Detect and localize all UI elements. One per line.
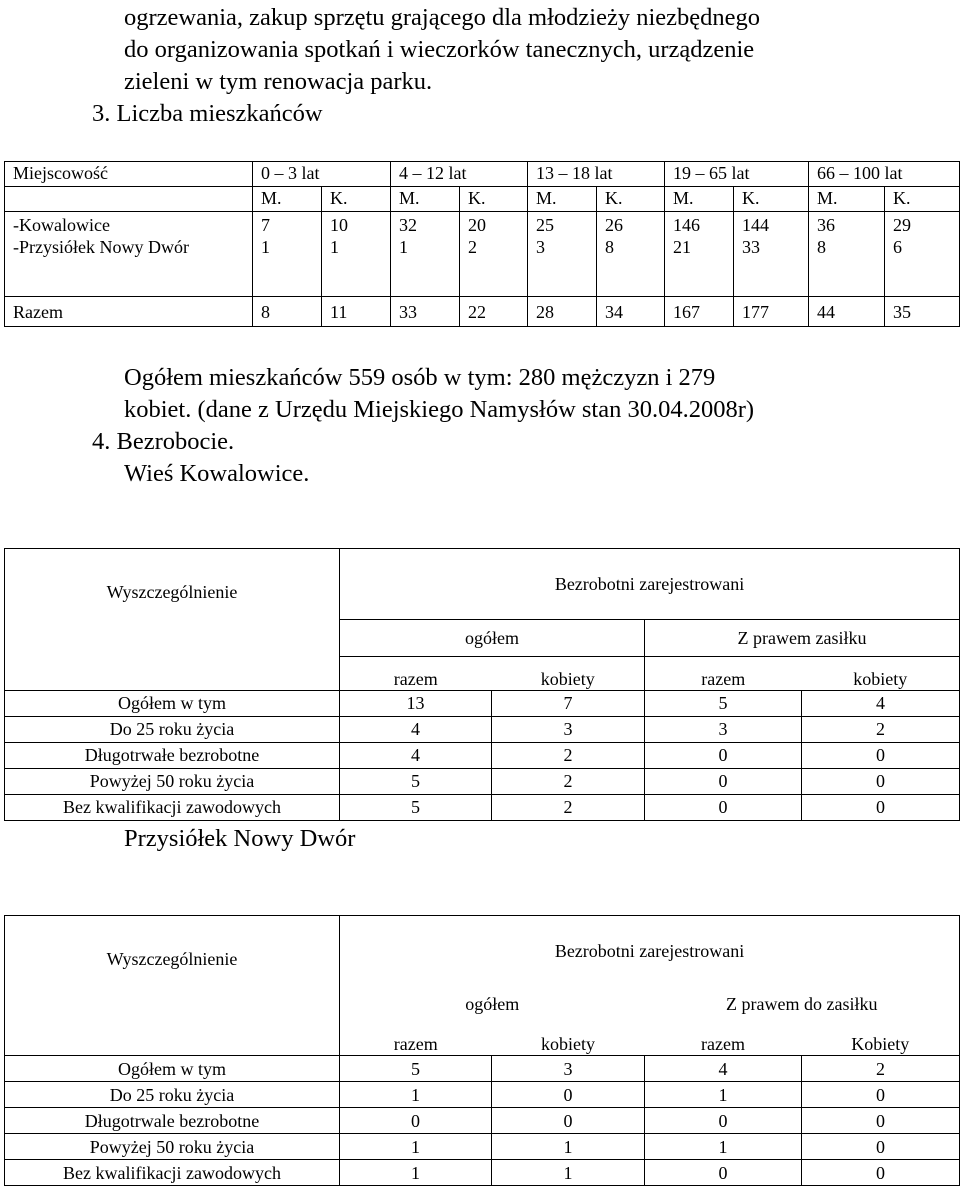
value-cell: 4 <box>802 690 960 716</box>
sub-header: ogółem <box>340 619 645 656</box>
subheading-kowalowice: Wieś Kowalowice. <box>124 460 310 487</box>
value-cell: 0 <box>645 768 802 794</box>
value-cell: 3 <box>492 1056 645 1082</box>
empty-cell <box>5 1022 340 1056</box>
table-row <box>5 1134 960 1160</box>
value-kowalowice: 20 <box>468 215 486 235</box>
row-label: Powyżej 50 roku życia <box>5 768 340 794</box>
row-label: Bez kwalifikacji zawodowych <box>5 1160 340 1186</box>
sex-label: M. <box>528 187 597 212</box>
value-kowalowice: 26 <box>605 215 623 235</box>
row-label: Do 25 roku życia <box>5 1082 340 1108</box>
value-cell: 0 <box>802 742 960 768</box>
value-nowy-dwor: 2 <box>468 237 477 257</box>
empty-cell <box>5 619 340 656</box>
subheading-nowy-dwor: Przysiółek Nowy Dwór <box>124 825 356 852</box>
value-cell: 1 <box>340 1160 492 1186</box>
col-label: Kobiety <box>802 1022 960 1056</box>
place-kowalowice: -Kowalowice <box>13 215 110 235</box>
value-cell: 5 <box>645 690 802 716</box>
row-label: Długotrwałe bezrobotne <box>5 742 340 768</box>
value-cell: 2 <box>492 742 645 768</box>
data-cell <box>809 212 885 297</box>
group-header: Bezrobotni zarejestrowani <box>340 549 960 620</box>
value-nowy-dwor: 8 <box>817 237 826 257</box>
data-cell <box>665 212 734 297</box>
intro-line-2: do organizowania spotkań i wieczorków tanecznych, urządzenie <box>124 36 755 63</box>
value-cell: 4 <box>340 742 492 768</box>
empty-cell <box>5 656 340 690</box>
value-cell: 1 <box>645 1134 802 1160</box>
sex-label: M. <box>665 187 734 212</box>
value-cell: 0 <box>645 1160 802 1186</box>
row-label: Długotrwale bezrobotne <box>5 1108 340 1134</box>
table-row <box>5 1082 960 1108</box>
value-cell: 2 <box>802 1056 960 1082</box>
row-label: Powyżej 50 roku życia <box>5 1134 340 1160</box>
total-value: 44 <box>809 297 885 327</box>
sub-header: Z prawem do zasiłku <box>645 986 960 1022</box>
data-cell <box>734 212 809 297</box>
total-value: 11 <box>322 297 391 327</box>
value-cell: 0 <box>492 1108 645 1134</box>
age-group-header: 19 – 65 lat <box>665 162 809 187</box>
table-row <box>5 1056 960 1082</box>
data-cell <box>528 212 597 297</box>
row-label: Bez kwalifikacji zawodowych <box>5 794 340 820</box>
total-value: 33 <box>391 297 460 327</box>
sex-label: K. <box>597 187 665 212</box>
sex-label: M. <box>253 187 322 212</box>
data-cell <box>597 212 665 297</box>
table-row <box>5 742 960 768</box>
col-label: kobiety <box>492 1022 645 1056</box>
sex-label: M. <box>391 187 460 212</box>
value-cell: 4 <box>340 716 492 742</box>
table-row <box>5 1160 960 1186</box>
value-cell: 0 <box>802 1134 960 1160</box>
col-label: razem <box>645 656 802 690</box>
value-cell: 0 <box>802 1160 960 1186</box>
population-summary-line-1: Ogółem mieszkańców 559 osób w tym: 280 mężczyzn i 279 <box>124 364 716 391</box>
value-cell: 2 <box>802 716 960 742</box>
age-group-header: 13 – 18 lat <box>528 162 665 187</box>
population-table <box>4 161 960 327</box>
value-cell: 0 <box>802 1082 960 1108</box>
population-summary-line-2: kobiet. (dane z Urzędu Miejskiego Namysłów stan 30.04.2008r) <box>124 396 755 423</box>
table-row <box>5 716 960 742</box>
col-label: kobiety <box>492 656 645 690</box>
total-label: Razem <box>5 297 253 327</box>
value-cell: 0 <box>645 794 802 820</box>
value-cell: 2 <box>492 794 645 820</box>
total-value: 35 <box>885 297 960 327</box>
value-nowy-dwor: 1 <box>330 237 339 257</box>
table-row <box>5 690 960 716</box>
value-kowalowice: 7 <box>261 215 270 235</box>
total-value: 28 <box>528 297 597 327</box>
value-cell: 2 <box>492 768 645 794</box>
sex-label: M. <box>809 187 885 212</box>
total-value: 167 <box>665 297 734 327</box>
value-kowalowice: 144 <box>742 215 769 235</box>
total-value: 22 <box>460 297 528 327</box>
place-names <box>5 212 253 297</box>
value-nowy-dwor: 1 <box>399 237 408 257</box>
sub-header: Z prawem zasiłku <box>645 619 960 656</box>
value-cell: 7 <box>492 690 645 716</box>
age-group-header: 0 – 3 lat <box>253 162 391 187</box>
value-cell: 0 <box>645 742 802 768</box>
intro-line-3: zieleni w tym renowacja parku. <box>124 68 433 95</box>
col-label: razem <box>645 1022 802 1056</box>
sex-label: K. <box>734 187 809 212</box>
section-heading-unemployment: 4. Bezrobocie. <box>92 428 235 455</box>
item-header: Wyszczególnienie <box>5 549 340 620</box>
value-cell: 1 <box>492 1134 645 1160</box>
value-cell: 1 <box>645 1082 802 1108</box>
place-nowy-dwor: -Przysiółek Nowy Dwór <box>13 237 189 257</box>
col-label: razem <box>340 1022 492 1056</box>
value-kowalowice: 25 <box>536 215 554 235</box>
unemployment-table-kowalowice <box>4 548 960 821</box>
value-nowy-dwor: 1 <box>261 237 270 257</box>
value-cell: 0 <box>802 794 960 820</box>
value-cell: 0 <box>492 1082 645 1108</box>
row-label: Do 25 roku życia <box>5 716 340 742</box>
value-nowy-dwor: 21 <box>673 237 691 257</box>
value-nowy-dwor: 3 <box>536 237 545 257</box>
group-header: Bezrobotni zarejestrowani <box>340 916 960 987</box>
total-value: 34 <box>597 297 665 327</box>
row-label: Ogółem w tym <box>5 690 340 716</box>
data-cell <box>253 212 322 297</box>
value-cell: 13 <box>340 690 492 716</box>
section-heading-population: 3. Liczba mieszkańców <box>92 100 323 127</box>
value-kowalowice: 36 <box>817 215 835 235</box>
value-cell: 1 <box>492 1160 645 1186</box>
table-row <box>5 1108 960 1134</box>
value-cell: 3 <box>645 716 802 742</box>
sex-label: K. <box>460 187 528 212</box>
value-kowalowice: 146 <box>673 215 700 235</box>
sub-header: ogółem <box>340 986 645 1022</box>
value-cell: 4 <box>645 1056 802 1082</box>
age-group-header: 66 – 100 lat <box>809 162 960 187</box>
value-kowalowice: 29 <box>893 215 911 235</box>
value-cell: 5 <box>340 768 492 794</box>
sex-label: K. <box>322 187 391 212</box>
value-cell: 0 <box>802 768 960 794</box>
value-cell: 1 <box>340 1082 492 1108</box>
empty-cell <box>5 187 253 212</box>
value-cell: 0 <box>340 1108 492 1134</box>
item-header: Wyszczególnienie <box>5 916 340 987</box>
value-cell: 1 <box>340 1134 492 1160</box>
data-cell <box>391 212 460 297</box>
total-value: 177 <box>734 297 809 327</box>
data-cell <box>322 212 391 297</box>
unemployment-table-nowy-dwor <box>4 915 960 1186</box>
value-cell: 0 <box>802 1108 960 1134</box>
value-cell: 5 <box>340 1056 492 1082</box>
table-row <box>5 794 960 820</box>
place-header: Miejscowość <box>5 162 253 187</box>
total-value: 8 <box>253 297 322 327</box>
value-nowy-dwor: 6 <box>893 237 902 257</box>
col-label: razem <box>340 656 492 690</box>
value-nowy-dwor: 33 <box>742 237 760 257</box>
sex-label: K. <box>885 187 960 212</box>
empty-cell <box>5 986 340 1022</box>
data-cell <box>460 212 528 297</box>
data-cell <box>885 212 960 297</box>
value-cell: 0 <box>645 1108 802 1134</box>
intro-line-1: ogrzewania, zakup sprzętu grającego dla młodzieży niezbędnego <box>124 4 761 31</box>
value-nowy-dwor: 8 <box>605 237 614 257</box>
row-label: Ogółem w tym <box>5 1056 340 1082</box>
value-cell: 5 <box>340 794 492 820</box>
col-label: kobiety <box>802 656 960 690</box>
age-group-header: 4 – 12 lat <box>391 162 528 187</box>
value-cell: 3 <box>492 716 645 742</box>
table-row <box>5 768 960 794</box>
value-kowalowice: 10 <box>330 215 348 235</box>
value-kowalowice: 32 <box>399 215 417 235</box>
